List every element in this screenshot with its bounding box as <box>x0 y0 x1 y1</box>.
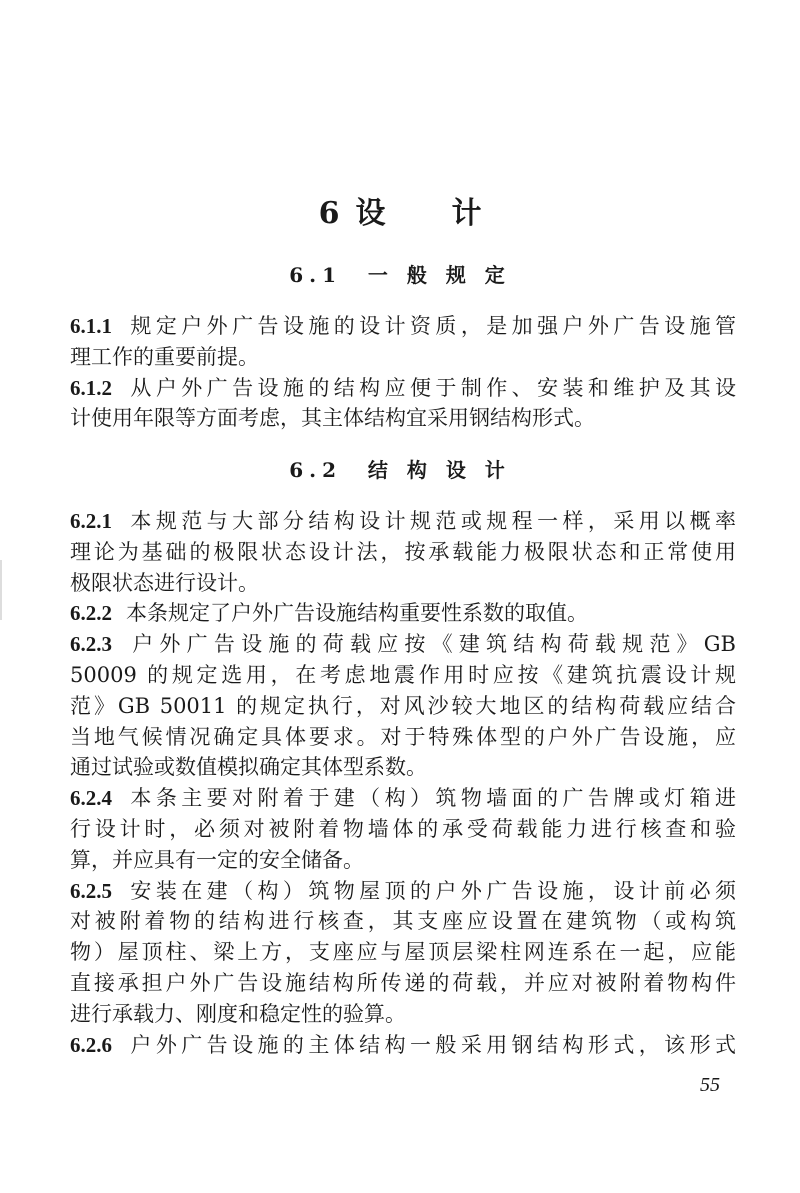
chapter-title-char-1: 设 <box>355 196 386 231</box>
chapter-title-char-2: 计 <box>451 196 482 231</box>
clause-text: 极限状态进行设计。 <box>70 570 259 595</box>
clause-line <box>70 999 736 1030</box>
section-number: 6.2 <box>289 458 342 482</box>
clause-line <box>70 1030 736 1061</box>
clause-text: 通过试验或数值模拟确定其体型系数。 <box>70 755 427 780</box>
clause-text: 户外广告设施的荷载应按《建筑结构荷载规范》GB <box>126 632 736 657</box>
clause-number: 6.1.1 <box>70 314 112 338</box>
clause-text: 理论为基础的极限状态设计法，按承载能力极限状态和正常使用 <box>70 539 736 564</box>
chapter-number: 6 <box>318 196 340 231</box>
clause-line <box>70 814 736 845</box>
clause-line <box>70 937 736 968</box>
clause-number: 6.1.2 <box>70 375 112 400</box>
clause-line <box>70 691 736 722</box>
clause-line <box>70 752 736 783</box>
section-number: 6.1 <box>289 263 342 287</box>
clause-6-2-1 <box>70 506 736 598</box>
clause-text: 算，并应具有一定的安全储备。 <box>70 847 364 872</box>
clause-text: 户外广告设施的主体结构一般采用钢结构形式，该形式 <box>126 1032 736 1057</box>
page-number: 55 <box>700 1074 720 1096</box>
page-edge-shadow <box>0 560 2 620</box>
section-heading-6-1 <box>0 259 800 288</box>
clause-text: 本条规定了户外广告设施结构重要性系数的取值。 <box>126 601 588 626</box>
clause-number: 6.2.2 <box>70 601 112 626</box>
clause-6-2-3 <box>70 629 736 783</box>
clause-number: 6.2.3 <box>70 632 112 657</box>
clause-line <box>70 660 736 691</box>
clause-6-2-2 <box>70 598 736 629</box>
clause-line <box>70 968 736 999</box>
section-title: 结 构 设 计 <box>367 458 511 482</box>
clause-text: 行设计时，必须对被附着物墙体的承受荷载能力进行核查和验 <box>70 816 736 841</box>
clause-text: 物）屋顶柱、梁上方，支座应与屋顶层梁柱网连系在一起，应能 <box>70 940 736 965</box>
clause-text: 范》GB 50011 的规定执行，对风沙较大地区的结构荷载应结合 <box>70 693 736 718</box>
clause-line <box>70 403 736 434</box>
clause-text: 进行承载力、刚度和稳定性的验算。 <box>70 1001 406 1026</box>
clause-line <box>70 598 736 629</box>
clause-6-2-6 <box>70 1030 736 1061</box>
clause-text: 本规范与大部分结构设计规范或规程一样，采用以概率 <box>126 509 736 533</box>
clause-text: 安装在建（构）筑物屋顶的户外广告设施，设计前必须 <box>126 878 736 903</box>
clause-text: 计使用年限等方面考虑，其主体结构宜采用钢结构形式。 <box>70 406 595 431</box>
clause-line <box>70 783 736 814</box>
clause-line <box>70 629 736 660</box>
clause-line <box>70 537 736 568</box>
clause-line <box>70 506 736 537</box>
section-heading-6-2 <box>0 454 800 483</box>
clause-line <box>70 342 736 373</box>
clauses-6-1 <box>70 311 736 434</box>
clause-line <box>70 722 736 753</box>
clause-6-2-4 <box>70 783 736 875</box>
clause-text: 从户外广告设施的结构应便于制作、安装和维护及其设 <box>126 375 736 400</box>
clause-number: 6.2.5 <box>70 878 112 903</box>
clause-number: 6.2.4 <box>70 786 112 811</box>
clause-number: 6.2.6 <box>70 1032 112 1057</box>
clause-text: 直接承担户外广告设施结构所传递的荷载，并应对被附着物构件 <box>70 970 736 995</box>
clause-6-2-5 <box>70 876 736 1030</box>
clause-line <box>70 845 736 876</box>
clause-number: 6.2.1 <box>70 509 112 533</box>
clause-6-1-1 <box>70 311 736 373</box>
clause-line <box>70 311 736 342</box>
clause-line <box>70 906 736 937</box>
clause-text: 对被附着物的结构进行核查，其支座应设置在建筑物（或构筑 <box>70 909 736 934</box>
clauses-6-2 <box>70 506 736 1060</box>
clause-text: 当地气候情况确定具体要求。对于特殊体型的户外广告设施，应 <box>70 724 736 749</box>
section-title: 一 般 规 定 <box>367 263 511 287</box>
clause-text: 规定户外广告设施的设计资质，是加强户外广告设施管 <box>126 314 736 338</box>
clause-text: 50009 的规定选用，在考虑地震作用时应按《建筑抗震设计规 <box>70 662 736 687</box>
clause-text: 理工作的重要前提。 <box>70 344 259 369</box>
chapter-title <box>0 188 800 232</box>
clause-6-1-2 <box>70 373 736 435</box>
clause-line <box>70 373 736 404</box>
clause-text: 本条主要对附着于建（构）筑物墙面的广告牌或灯箱进 <box>126 786 736 811</box>
clause-line <box>70 876 736 907</box>
clause-line <box>70 568 736 599</box>
